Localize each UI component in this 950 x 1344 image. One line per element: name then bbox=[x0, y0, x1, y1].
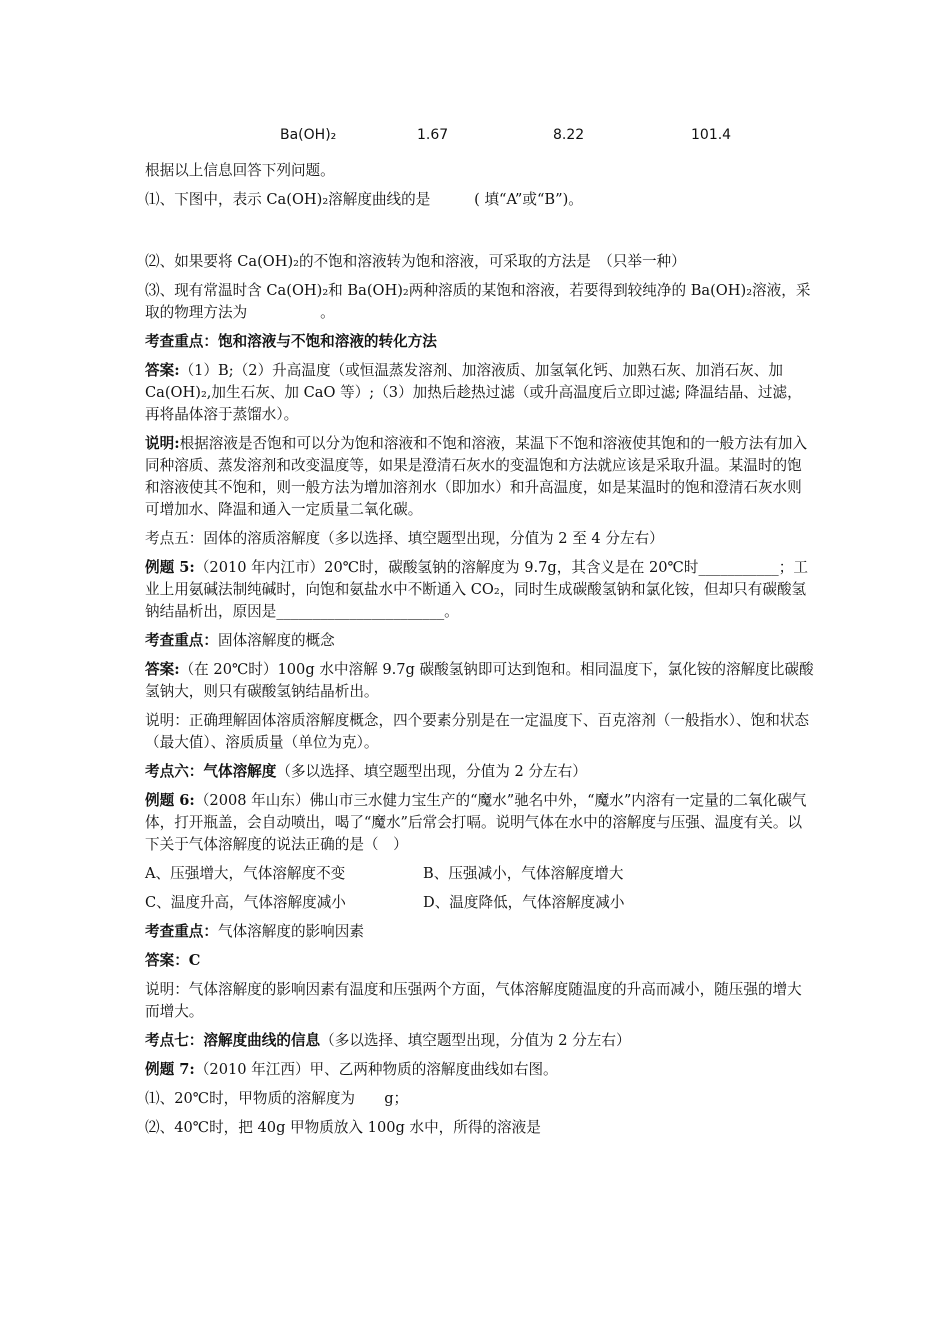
example-text: （2010 年江西）甲、乙两种物质的溶解度曲线如右图。 bbox=[194, 1061, 558, 1078]
focus-label: 考查重点： bbox=[145, 632, 218, 649]
example-label: 例题 5: bbox=[145, 559, 195, 576]
point-5-heading: 考点五：固体的溶质溶解度（多以选择、填空题型出现，分值为 2 至 4 分左右） bbox=[145, 530, 664, 547]
answer-text: （在 20℃时）100g 水中溶解 9.7g 碳酸氢钠即可达到饱和。相同温度下，氯化铵的溶解度比碳酸氢钠大，则只有碳酸氢钠结晶析出。 bbox=[145, 661, 814, 700]
point-text: （多以选择、填空题型出现，分值为 2 分左右） bbox=[276, 763, 587, 780]
intro-text: 根据以上信息回答下列问题。 bbox=[145, 162, 335, 179]
table-cell-value-3: 101.4 bbox=[691, 127, 732, 143]
example-label: 例题 6: bbox=[145, 792, 195, 809]
point-text: （多以选择、填空题型出现，分值为 2 分左右） bbox=[320, 1032, 631, 1049]
question-2: ⑵、如果要将 Ca(OH)₂的不饱和溶液转为饱和溶液，可采取的方法是 （只举一种） bbox=[145, 253, 686, 270]
question-7-2: ⑵、40℃时，把 40g 甲物质放入 100g 水中，所得的溶液是 bbox=[145, 1119, 541, 1136]
answer-label: 答案: bbox=[145, 661, 180, 678]
table-cell-substance: Ba(OH)₂ bbox=[280, 127, 337, 143]
options-row-2 bbox=[145, 892, 815, 914]
answer-text: C bbox=[188, 952, 201, 969]
question-7-1: ⑴、20℃时，甲物质的溶解度为 g； bbox=[145, 1090, 409, 1107]
note-4 bbox=[145, 433, 815, 521]
point-label: 考点七：溶解度曲线的信息 bbox=[145, 1032, 321, 1049]
answer-6 bbox=[145, 950, 815, 972]
note-5: 说明：正确理解固体溶质溶解度概念，四个要素分别是在一定温度下、百克溶剂（一般指水）、饱和状态（最大值）、溶质质量（单位为克）。 bbox=[145, 712, 810, 751]
example-label: 例题 7: bbox=[145, 1061, 195, 1078]
example-6 bbox=[145, 790, 815, 856]
point-label: 考点六：气体溶解度 bbox=[145, 763, 277, 780]
focus-label: 考查重点： bbox=[145, 923, 218, 940]
focus-5 bbox=[145, 630, 815, 652]
option-b: B、压强减小，气体溶解度增大 bbox=[423, 865, 624, 882]
table-cell-value-1: 1.67 bbox=[417, 127, 449, 143]
focus-text: 气体溶解度的影响因素 bbox=[217, 923, 364, 940]
example-text: （2008 年山东）佛山市三水健力宝生产的“魔水”驰名中外，“魔水”内溶有一定量的二氧化碳气体，打开瓶盖，会自动喷出，喝了“魔水”后常会打嗝。说明气体在水中的溶解度与压强、温度有关。以下关于气体溶解度的说法正确的是（ ） bbox=[145, 792, 807, 853]
example-5 bbox=[145, 557, 815, 623]
option-d: D、温度降低，气体溶解度减小 bbox=[423, 894, 625, 911]
answer-5 bbox=[145, 659, 815, 703]
note-label: 说明: bbox=[145, 435, 180, 452]
answer-label: 答案: bbox=[145, 362, 180, 379]
table-cell-value-2: 8.22 bbox=[553, 127, 585, 143]
note-6: 说明：气体溶解度的影响因素有温度和压强两个方面，气体溶解度随温度的升高而减小，随压强的增大而增大。 bbox=[145, 981, 802, 1020]
example-7 bbox=[145, 1059, 815, 1081]
answer-4 bbox=[145, 360, 815, 426]
document-body bbox=[145, 160, 815, 1139]
answer-label: 答案： bbox=[145, 952, 189, 969]
question-1: ⑴、下图中，表示 Ca(OH)₂溶解度曲线的是 ( 填“A”或“B”)。 bbox=[145, 191, 583, 208]
note-text: 根据溶液是否饱和可以分为饱和溶液和不饱和溶液，某温下不饱和溶液使其饱和的一般方法有加入同种溶质、蒸发溶剂和改变温度等，如果是澄清石灰水的变温饱和方法就应该是采取升温。某温时的饱和溶液使其不饱和，则一般方法为增加溶剂水（即加水）和升高温度，如是某温时的饱和澄清石灰水则可增加水、降温和通入一定质量二氧化碳。 bbox=[145, 435, 808, 518]
answer-text: （1）B;（2）升高温度（或恒温蒸发溶剂、加溶液质、加氢氧化钙、加熟石灰、加消石灰、加 Ca(OH)₂,加生石灰、加 CaO 等）;（3）加热后趁热过滤（或升高温度后立即过滤; 降温结晶、过滤，再将晶体溶于蒸馏水）。 bbox=[145, 362, 802, 423]
option-c: C、温度升高，气体溶解度减小 bbox=[145, 894, 346, 911]
question-3: ⑶、现有常温时含 Ca(OH)₂和 Ba(OH)₂两种溶质的某饱和溶液，若要得到较纯净的 Ba(OH)₂溶液，采取的物理方法为 。 bbox=[145, 282, 811, 321]
focus-6 bbox=[145, 921, 815, 943]
table-row bbox=[0, 127, 950, 147]
focus-text: 固体溶解度的概念 bbox=[217, 632, 335, 649]
point-6-heading bbox=[145, 761, 815, 783]
option-a: A、压强增大，气体溶解度不变 bbox=[145, 865, 346, 882]
example-text: （2010 年内江市）20℃时，碳酸氢钠的溶解度为 9.7g，其含义是在 20℃时___________；工业上用氨碱法制纯碱时，向饱和氨盐水中不断通入 CO₂，同时生成碳酸氢钠和氯化铵，但却只有碳酸氢钠结晶析出，原因是_______________________。 bbox=[145, 559, 808, 620]
options-row-1 bbox=[145, 863, 815, 885]
focus-heading-4: 考查重点：饱和溶液与不饱和溶液的转化方法 bbox=[145, 333, 437, 350]
point-7-heading bbox=[145, 1030, 815, 1052]
